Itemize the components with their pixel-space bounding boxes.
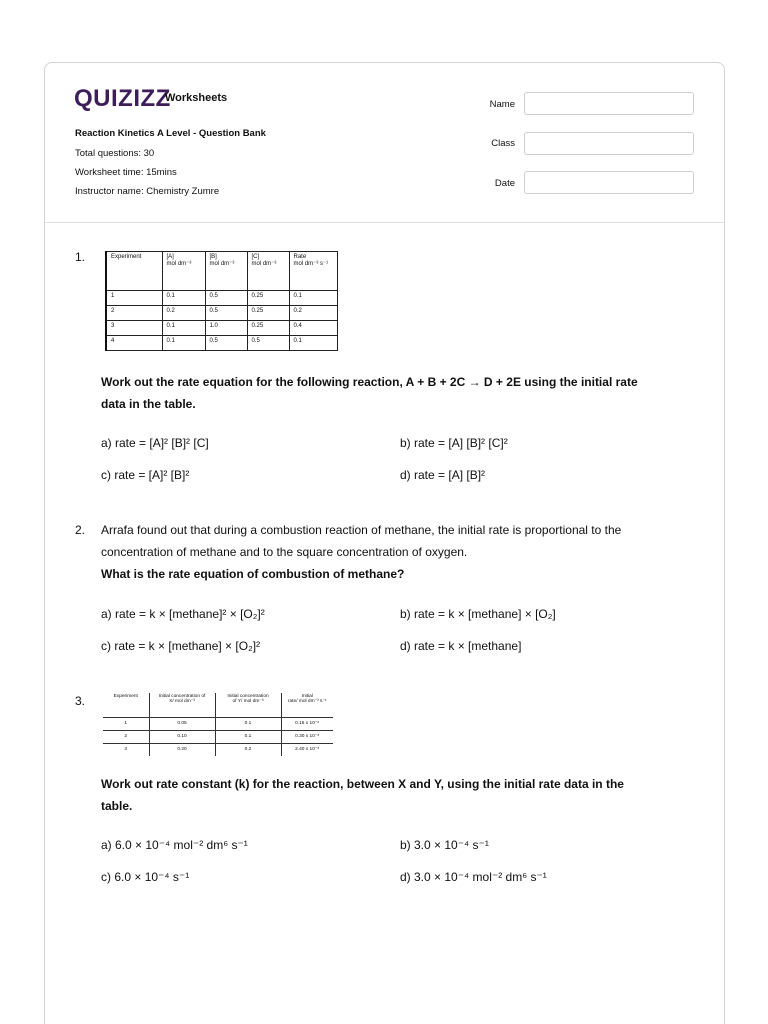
quizizz-logo: QUIZIZZ xyxy=(74,85,171,112)
table-cell: 0.5 xyxy=(247,336,289,351)
question-text-line: Arrafa found out that during a combustion reaction of methane, the initial rate is proportional to the xyxy=(101,523,622,537)
question-text-line: table. xyxy=(101,799,133,813)
table-header-row xyxy=(103,693,333,717)
question-3-option-c[interactable]: c) 6.0 × 10⁻⁴ s⁻¹ xyxy=(101,870,190,884)
question-1-option-b[interactable]: b) rate = [A] [B]² [C]² xyxy=(400,436,508,450)
question-1-option-a[interactable]: a) rate = [A]² [B]² [C] xyxy=(101,436,209,450)
table-cell: 0.4 xyxy=(289,321,337,336)
table-cell: 0.1 xyxy=(162,336,205,351)
table-header: [B] xyxy=(209,254,217,260)
table-cell: 0.15 x 10⁻⁶ xyxy=(281,717,333,730)
question-3-table xyxy=(103,693,333,756)
table-header: Initial concentration of xyxy=(158,694,206,699)
name-label: Name xyxy=(489,99,515,110)
worksheet-title: Reaction Kinetics A Level - Question Bank xyxy=(75,128,266,139)
table-header: Initial concentration xyxy=(227,694,269,699)
question-text-line: Work out rate constant (k) for the reaction, between X and Y, using the initial rate data in the xyxy=(101,777,624,791)
table-row xyxy=(103,717,333,730)
question-3-option-b[interactable]: b) 3.0 × 10⁻⁴ s⁻¹ xyxy=(400,838,489,852)
worksheet-time: Worksheet time: 15mins xyxy=(75,167,177,178)
table-cell: 0.2 xyxy=(215,743,281,756)
table-cell: 0.1 xyxy=(289,291,337,306)
table-header-unit: mol dm⁻³ xyxy=(166,261,192,267)
table-header-unit: mol dm⁻³ xyxy=(209,261,235,267)
class-field[interactable] xyxy=(524,132,694,155)
table-header-unit: mol dm⁻³ s⁻¹ xyxy=(293,261,329,267)
question-1-text xyxy=(101,371,681,415)
table-cell: 0.2 xyxy=(162,306,205,321)
table-row xyxy=(103,743,333,756)
table-cell: 1 xyxy=(103,717,149,730)
table-header-row xyxy=(106,252,337,291)
table-header: Experiment xyxy=(111,254,142,260)
table-cell: 0.1 xyxy=(162,321,205,336)
table-cell: 0.1 xyxy=(162,291,205,306)
table-cell: 0.25 xyxy=(247,306,289,321)
table-header: [C] xyxy=(251,254,260,260)
question-1-option-c[interactable]: c) rate = [A]² [B]² xyxy=(101,468,190,482)
worksheet-page xyxy=(44,62,725,1024)
table-row xyxy=(106,321,337,336)
table-header-unit: X/ mol dm⁻³ xyxy=(169,699,195,704)
class-label: Class xyxy=(491,138,515,149)
question-1-option-d[interactable]: d) rate = [A] [B]² xyxy=(400,468,486,482)
table-cell: 0.20 xyxy=(149,743,215,756)
question-3-option-a[interactable]: a) 6.0 × 10⁻⁴ mol⁻² dm⁶ s⁻¹ xyxy=(101,838,248,852)
question-2-option-c[interactable]: c) rate = k × [methane] × [O₂]² xyxy=(101,639,261,653)
table-header-unit: of Y/ mol dm⁻³ xyxy=(232,699,264,704)
table-cell: 0.5 xyxy=(205,306,247,321)
question-2-text xyxy=(101,519,681,585)
table-cell: 0.5 xyxy=(205,336,247,351)
table-cell: 0.1 xyxy=(215,730,281,743)
question-text-line: data in the table. xyxy=(101,397,196,411)
question-2-number: 2. xyxy=(75,523,86,537)
logo-subtitle: Worksheets xyxy=(165,92,228,104)
total-questions: Total questions: 30 xyxy=(75,148,155,159)
table-cell: 1.0 xyxy=(205,321,247,336)
table-header: Rate xyxy=(293,254,307,260)
worksheet-header xyxy=(45,63,724,223)
table-cell: 2 xyxy=(106,306,162,321)
table-row xyxy=(106,336,337,351)
table-cell: 3 xyxy=(103,743,149,756)
question-2-option-d[interactable]: d) rate = k × [methane] xyxy=(400,639,522,653)
question-2-option-b[interactable]: b) rate = k × [methane] × [O₂] xyxy=(400,607,556,621)
question-text-line: Work out the rate equation for the following reaction, A + B + 2C → D + 2E using the initial rate xyxy=(101,375,638,389)
question-3-option-d[interactable]: d) 3.0 × 10⁻⁴ mol⁻² dm⁶ s⁻¹ xyxy=(400,870,547,884)
table-row xyxy=(106,306,337,321)
question-3-number: 3. xyxy=(75,694,86,708)
table-cell: 3 xyxy=(106,321,162,336)
table-cell: 0.25 xyxy=(247,291,289,306)
table-cell: 1 xyxy=(106,291,162,306)
table-header-unit: rate/ mol dm⁻³ s⁻¹ xyxy=(287,699,327,704)
date-field[interactable] xyxy=(524,171,694,194)
table-header: [A] xyxy=(166,254,174,260)
table-row xyxy=(106,291,337,306)
table-header-unit: mol dm⁻³ xyxy=(251,261,277,267)
instructor-name: Instructor name: Chemistry Zumre xyxy=(75,186,220,197)
table-cell: 0.10 xyxy=(149,730,215,743)
question-2-option-a[interactable]: a) rate = k × [methane]² × [O₂]² xyxy=(101,607,265,621)
table-cell: 4 xyxy=(106,336,162,351)
table-cell: 2.40 x 10⁻⁶ xyxy=(295,747,320,753)
table-cell: 0.1 xyxy=(215,717,281,730)
date-label: Date xyxy=(494,178,515,189)
question-text-line: concentration of methane and to the square concentration of oxygen. xyxy=(101,545,468,559)
table-cell: 2 xyxy=(103,730,149,743)
question-1-table xyxy=(105,251,338,351)
name-field[interactable] xyxy=(524,92,694,115)
table-header: Initial xyxy=(301,694,313,699)
table-cell: 0.25 xyxy=(247,321,289,336)
question-1-number: 1. xyxy=(75,250,86,264)
question-3-text xyxy=(101,773,681,817)
table-cell: 0.1 xyxy=(289,336,337,351)
table-cell: 0.2 xyxy=(289,306,337,321)
table-cell: 0.30 x 10⁻⁶ xyxy=(281,730,333,743)
table-cell: 0.05 xyxy=(149,717,215,730)
question-text-bold: What is the rate equation of combustion of methane? xyxy=(101,567,405,581)
table-header: Experiment xyxy=(113,694,138,699)
table-row xyxy=(103,730,333,743)
table-cell: 0.5 xyxy=(205,291,247,306)
